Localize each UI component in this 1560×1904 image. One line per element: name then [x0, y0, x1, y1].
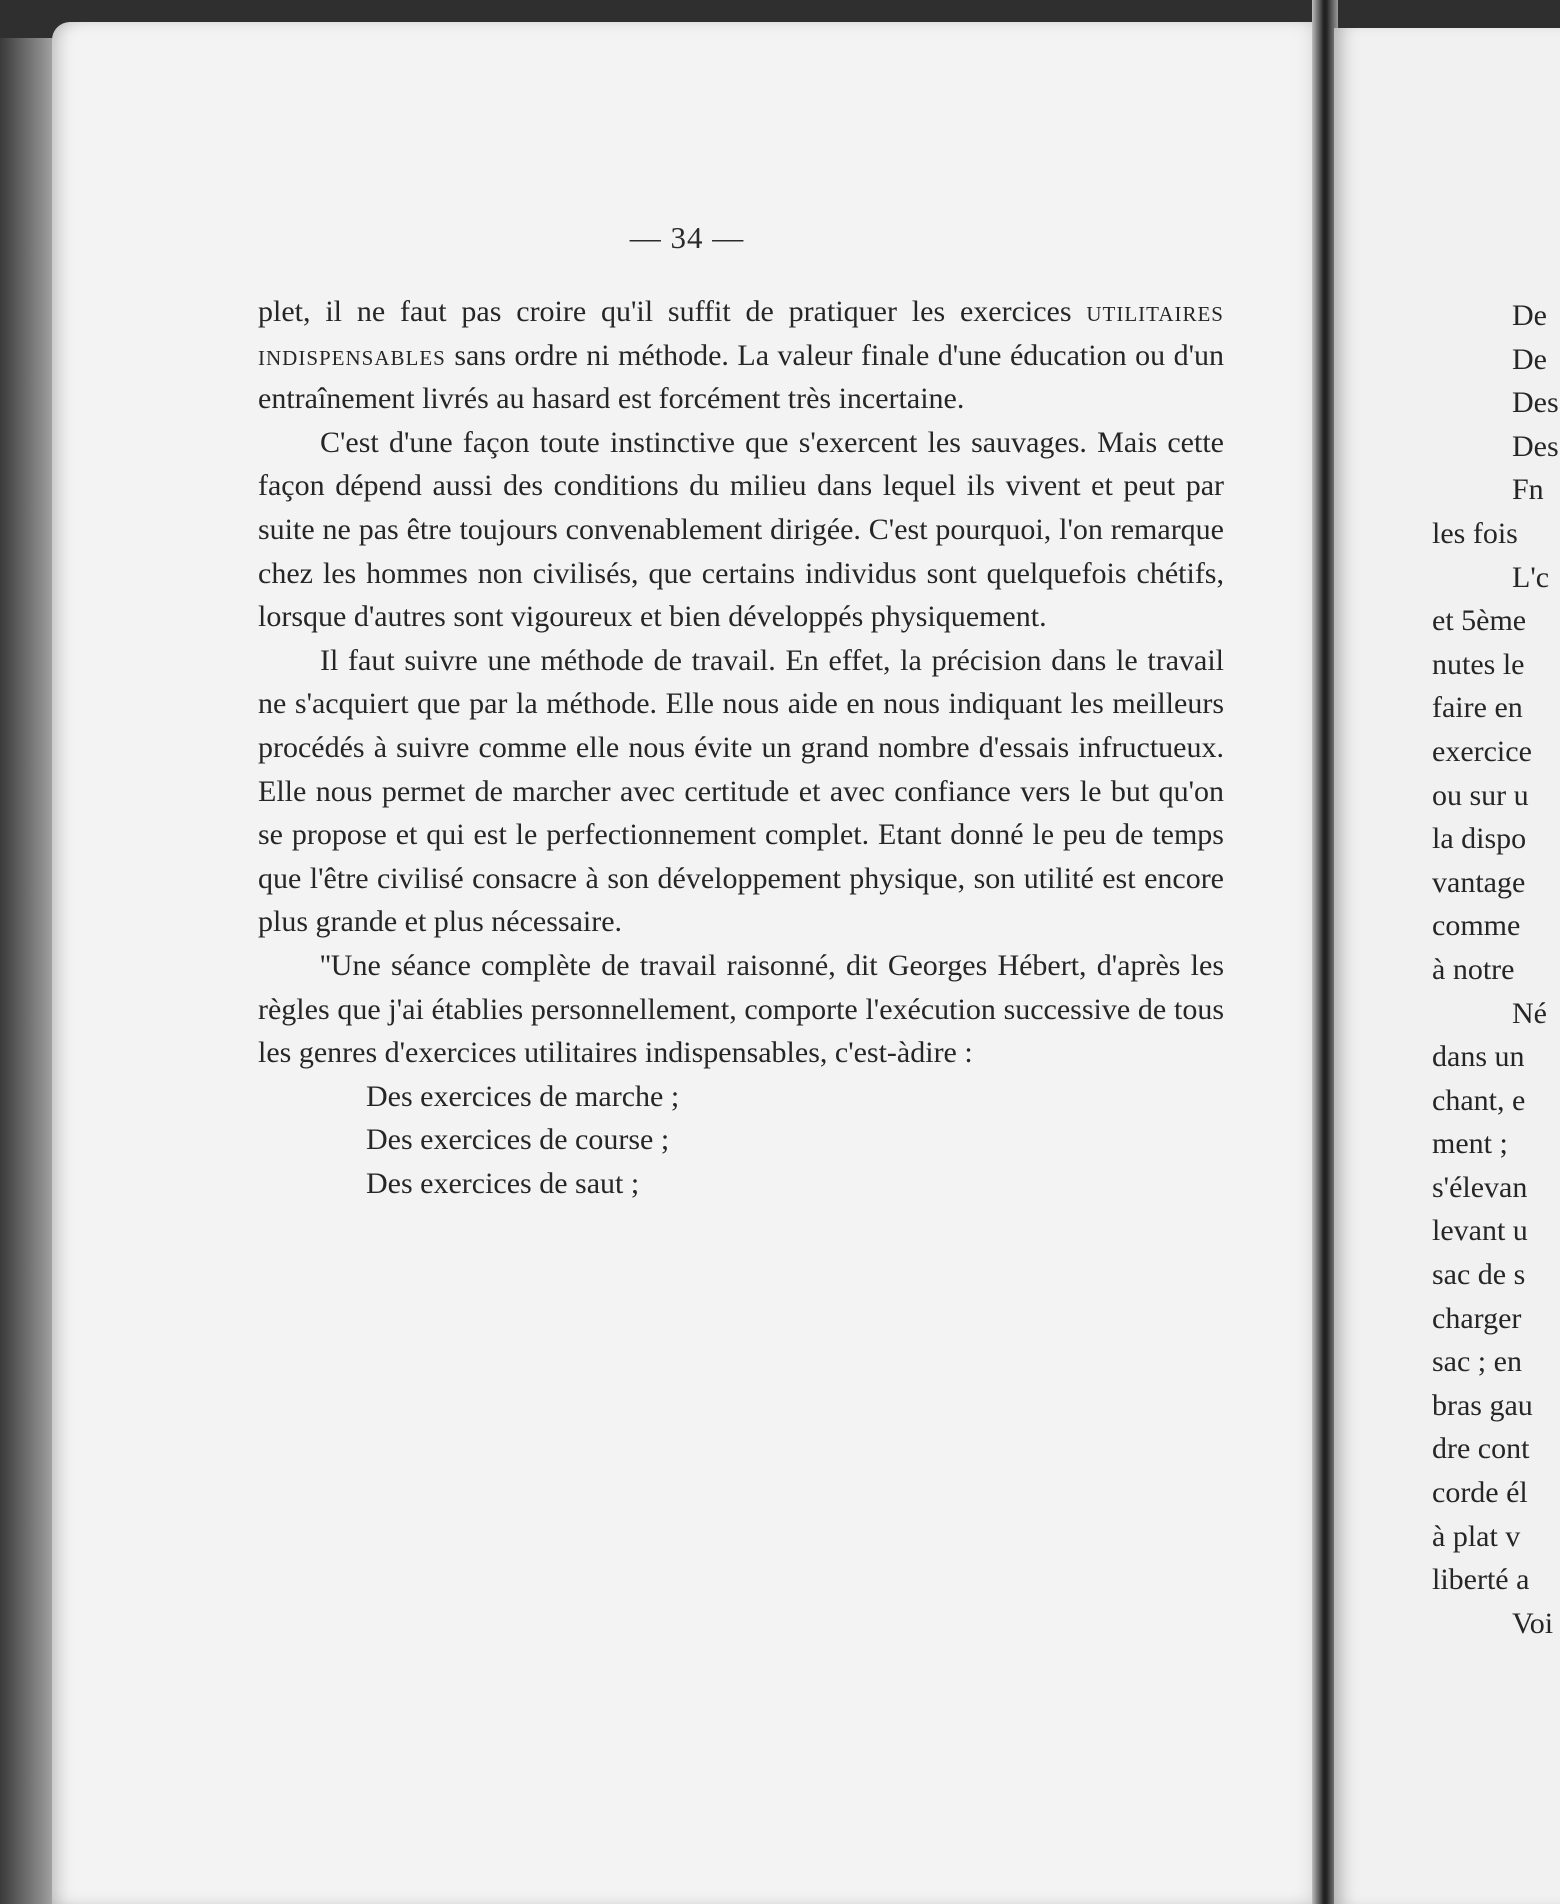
right-line: dre cont [1432, 1432, 1530, 1466]
right-line: sac ; en [1432, 1345, 1522, 1379]
right-line: liberté a [1432, 1563, 1530, 1597]
right-line: faire en [1432, 691, 1523, 725]
right-line: vantage [1432, 865, 1526, 899]
right-line: les fois [1432, 516, 1518, 550]
right-line: nutes le [1432, 647, 1525, 681]
right-line: et 5ème [1432, 604, 1527, 638]
right-line: ou sur u [1432, 778, 1529, 812]
paragraph-1: plet, il ne faut pas croire qu'il suffit de pratiquer les exercices utilitaires indispensables sans ordre ni méthode. La valeur finale d'une éducation ou d'un entraînement livrés au hasard est forcément très incertaine. [258, 295, 1224, 416]
right-line: ment ; [1432, 1127, 1508, 1161]
right-line: charger [1432, 1301, 1522, 1335]
right-line: dans un [1432, 1040, 1525, 1074]
right-line: sac de s [1432, 1258, 1526, 1292]
right-line: comme [1432, 909, 1521, 943]
right-line: bras gau [1432, 1388, 1533, 1422]
right-line: exercice [1432, 734, 1532, 768]
left-page [52, 22, 1322, 1904]
right-line: Né [1512, 996, 1547, 1030]
right-line: s'élevan [1432, 1170, 1528, 1204]
right-line: De [1512, 299, 1547, 332]
right-line: Fn [1512, 473, 1544, 507]
list-item: Des exercices de marche ; [366, 1079, 680, 1113]
smallcaps-phrase: utilitaires indispensables [258, 295, 1224, 372]
right-line: Des [1512, 386, 1559, 420]
page-number: — 34 — [629, 220, 745, 255]
right-line: Voi [1512, 1606, 1554, 1640]
right-line: levant u [1432, 1214, 1528, 1248]
right-line: Des [1512, 429, 1559, 463]
right-line: à notre [1432, 952, 1515, 986]
paragraph-4: ''Une séance complète de travail raisonné, dit Georges Hébert, d'après les règles que j'ai établies personnellement, comporte l'exécution successive de tous les genres d'exercices utilitaires indispensables, c'est-àdire : [258, 948, 1224, 1070]
left-page-body [258, 290, 1224, 1205]
right-line: L'c [1512, 560, 1550, 594]
paragraph-2: C'est d'une façon toute instinctive que s'exercent les sauvages. Mais cette façon dépend aussi des conditions du milieu dans lequel ils vivent et peut par suite ne pas être toujours convenablement dirigée. C'est pourquoi, l'on remarque chez les hommes non civilisés, que certains individus sont quelquefois chétifs, lorsque d'autres sont vigoureux et bien développés physiquement. [258, 425, 1224, 634]
right-line: à plat v [1432, 1519, 1521, 1553]
list-item: Des exercices de course ; [366, 1123, 670, 1157]
right-line: la dispo [1432, 822, 1527, 856]
right-line: chant, e [1432, 1083, 1526, 1117]
right-line: De [1512, 342, 1547, 376]
right-page-text [1432, 294, 1560, 1645]
right-line: corde él [1432, 1476, 1528, 1510]
paragraph-3: Il faut suivre une méthode de travail. En effet, la précision dans le travail ne s'acquiert que par la méthode. Elle nous aide en nous indiquant les meilleurs procédés à suivre comme elle nous évite un grand nombre d'essais infructueux. Elle nous permet de marcher avec certitude et avec confiance vers le but qu'on se propose et qui est le perfectionnement complet. Etant donné le peu de temps que l'être civilisé consacre à son développement physique, son utilité est encore plus grande et plus nécessaire. [258, 643, 1224, 939]
list-item: Des exercices de saut ; [366, 1166, 640, 1200]
